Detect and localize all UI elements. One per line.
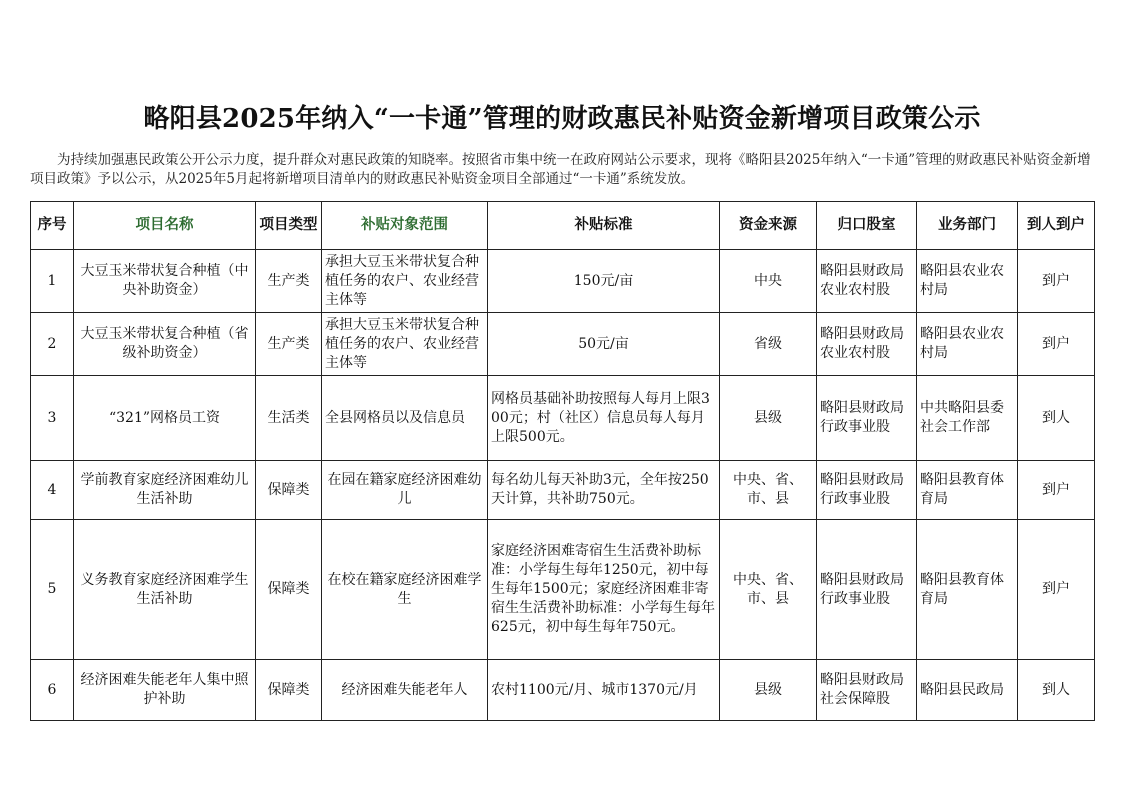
cell-type: 保障类 xyxy=(256,660,322,721)
cell-source: 中央、省、市、县 xyxy=(720,461,817,520)
cell-office: 略阳县财政局社会保障股 xyxy=(817,660,917,721)
cell-type: 保障类 xyxy=(256,520,322,660)
cell-seq: 6 xyxy=(31,660,74,721)
page-title: 略阳县2025年纳入“一卡通”管理的财政惠民补贴资金新增项目政策公示 xyxy=(143,104,981,134)
table-row xyxy=(31,313,1095,376)
intro-paragraph: 为持续加强惠民政策公开公示力度，提升群众对惠民政策的知晓率。按照省市集中统一在政府网站公示要求，现将《略阳县2025年纳入“一卡通”管理的财政惠民补贴资金新增项目政策》予以公示，从2025年5月起将新增项目清单内的财政惠民补贴资金项目全部通过“一卡通”系统发放。 xyxy=(30,152,1091,187)
cell-office: 略阳县财政局行政事业股 xyxy=(817,461,917,520)
cell-standard: 150元/亩 xyxy=(488,250,720,313)
cell-target: 到户 xyxy=(1018,520,1095,660)
cell-target: 到户 xyxy=(1018,250,1095,313)
cell-name: 学前教育家庭经济困难幼儿生活补助 xyxy=(74,461,256,520)
cell-scope: 在园在籍家庭经济困难幼儿 xyxy=(322,461,488,520)
cell-target: 到户 xyxy=(1018,313,1095,376)
cell-type: 生产类 xyxy=(256,250,322,313)
cell-dept: 略阳县农业农村局 xyxy=(917,313,1018,376)
cell-seq: 2 xyxy=(31,313,74,376)
table-row xyxy=(31,660,1095,721)
header-name: 项目名称 xyxy=(74,202,256,250)
policy-table xyxy=(30,201,1095,721)
cell-source: 中央 xyxy=(720,250,817,313)
header-dept: 业务部门 xyxy=(917,202,1018,250)
cell-scope: 在校在籍家庭经济困难学生 xyxy=(322,520,488,660)
cell-scope: 承担大豆玉米带状复合种植任务的农户、农业经营主体等 xyxy=(322,313,488,376)
cell-scope: 承担大豆玉米带状复合种植任务的农户、农业经营主体等 xyxy=(322,250,488,313)
table-row xyxy=(31,250,1095,313)
cell-source: 县级 xyxy=(720,376,817,461)
cell-office: 略阳县财政局行政事业股 xyxy=(817,520,917,660)
header-target: 到人到户 xyxy=(1018,202,1095,250)
cell-standard: 农村1100元/月、城市1370元/月 xyxy=(488,660,720,721)
cell-dept: 中共略阳县委社会工作部 xyxy=(917,376,1018,461)
cell-name: 义务教育家庭经济困难学生生活补助 xyxy=(74,520,256,660)
header-type: 项目类型 xyxy=(256,202,322,250)
header-office: 归口股室 xyxy=(817,202,917,250)
cell-office: 略阳县财政局行政事业股 xyxy=(817,376,917,461)
cell-type: 保障类 xyxy=(256,461,322,520)
table-row xyxy=(31,376,1095,461)
cell-name: “321”网格员工资 xyxy=(74,376,256,461)
cell-scope: 经济困难失能老年人 xyxy=(322,660,488,721)
table-row xyxy=(31,461,1095,520)
cell-standard: 家庭经济困难寄宿生生活费补助标准：小学每生每年1250元，初中每生每年1500元；家庭经济困难非寄宿生生活费补助标准：小学每生每年625元，初中每生每年750元。 xyxy=(488,520,720,660)
cell-office: 略阳县财政局农业农村股 xyxy=(817,250,917,313)
table-header-row xyxy=(31,202,1095,250)
cell-name: 大豆玉米带状复合种植（中央补助资金） xyxy=(74,250,256,313)
cell-scope: 全县网格员以及信息员 xyxy=(322,376,488,461)
header-seq: 序号 xyxy=(31,202,74,250)
header-scope: 补贴对象范围 xyxy=(322,202,488,250)
cell-target: 到人 xyxy=(1018,660,1095,721)
cell-standard: 每名幼儿每天补助3元，全年按250天计算，共补助750元。 xyxy=(488,461,720,520)
cell-type: 生活类 xyxy=(256,376,322,461)
cell-source: 省级 xyxy=(720,313,817,376)
cell-name: 经济困难失能老年人集中照护补助 xyxy=(74,660,256,721)
cell-target: 到人 xyxy=(1018,376,1095,461)
cell-source: 中央、省、市、县 xyxy=(720,520,817,660)
cell-seq: 1 xyxy=(31,250,74,313)
cell-dept: 略阳县教育体育局 xyxy=(917,461,1018,520)
cell-seq: 3 xyxy=(31,376,74,461)
header-standard: 补贴标准 xyxy=(488,202,720,250)
cell-dept: 略阳县农业农村局 xyxy=(917,250,1018,313)
cell-dept: 略阳县教育体育局 xyxy=(917,520,1018,660)
cell-office: 略阳县财政局农业农村股 xyxy=(817,313,917,376)
cell-type: 生产类 xyxy=(256,313,322,376)
header-source: 资金来源 xyxy=(720,202,817,250)
cell-name: 大豆玉米带状复合种植（省级补助资金） xyxy=(74,313,256,376)
cell-standard: 网格员基础补助按照每人每月上限300元；村（社区）信息员每人每月上限500元。 xyxy=(488,376,720,461)
cell-dept: 略阳县民政局 xyxy=(917,660,1018,721)
cell-source: 县级 xyxy=(720,660,817,721)
cell-seq: 5 xyxy=(31,520,74,660)
cell-target: 到户 xyxy=(1018,461,1095,520)
table-row xyxy=(31,520,1095,660)
cell-seq: 4 xyxy=(31,461,74,520)
cell-standard: 50元/亩 xyxy=(488,313,720,376)
